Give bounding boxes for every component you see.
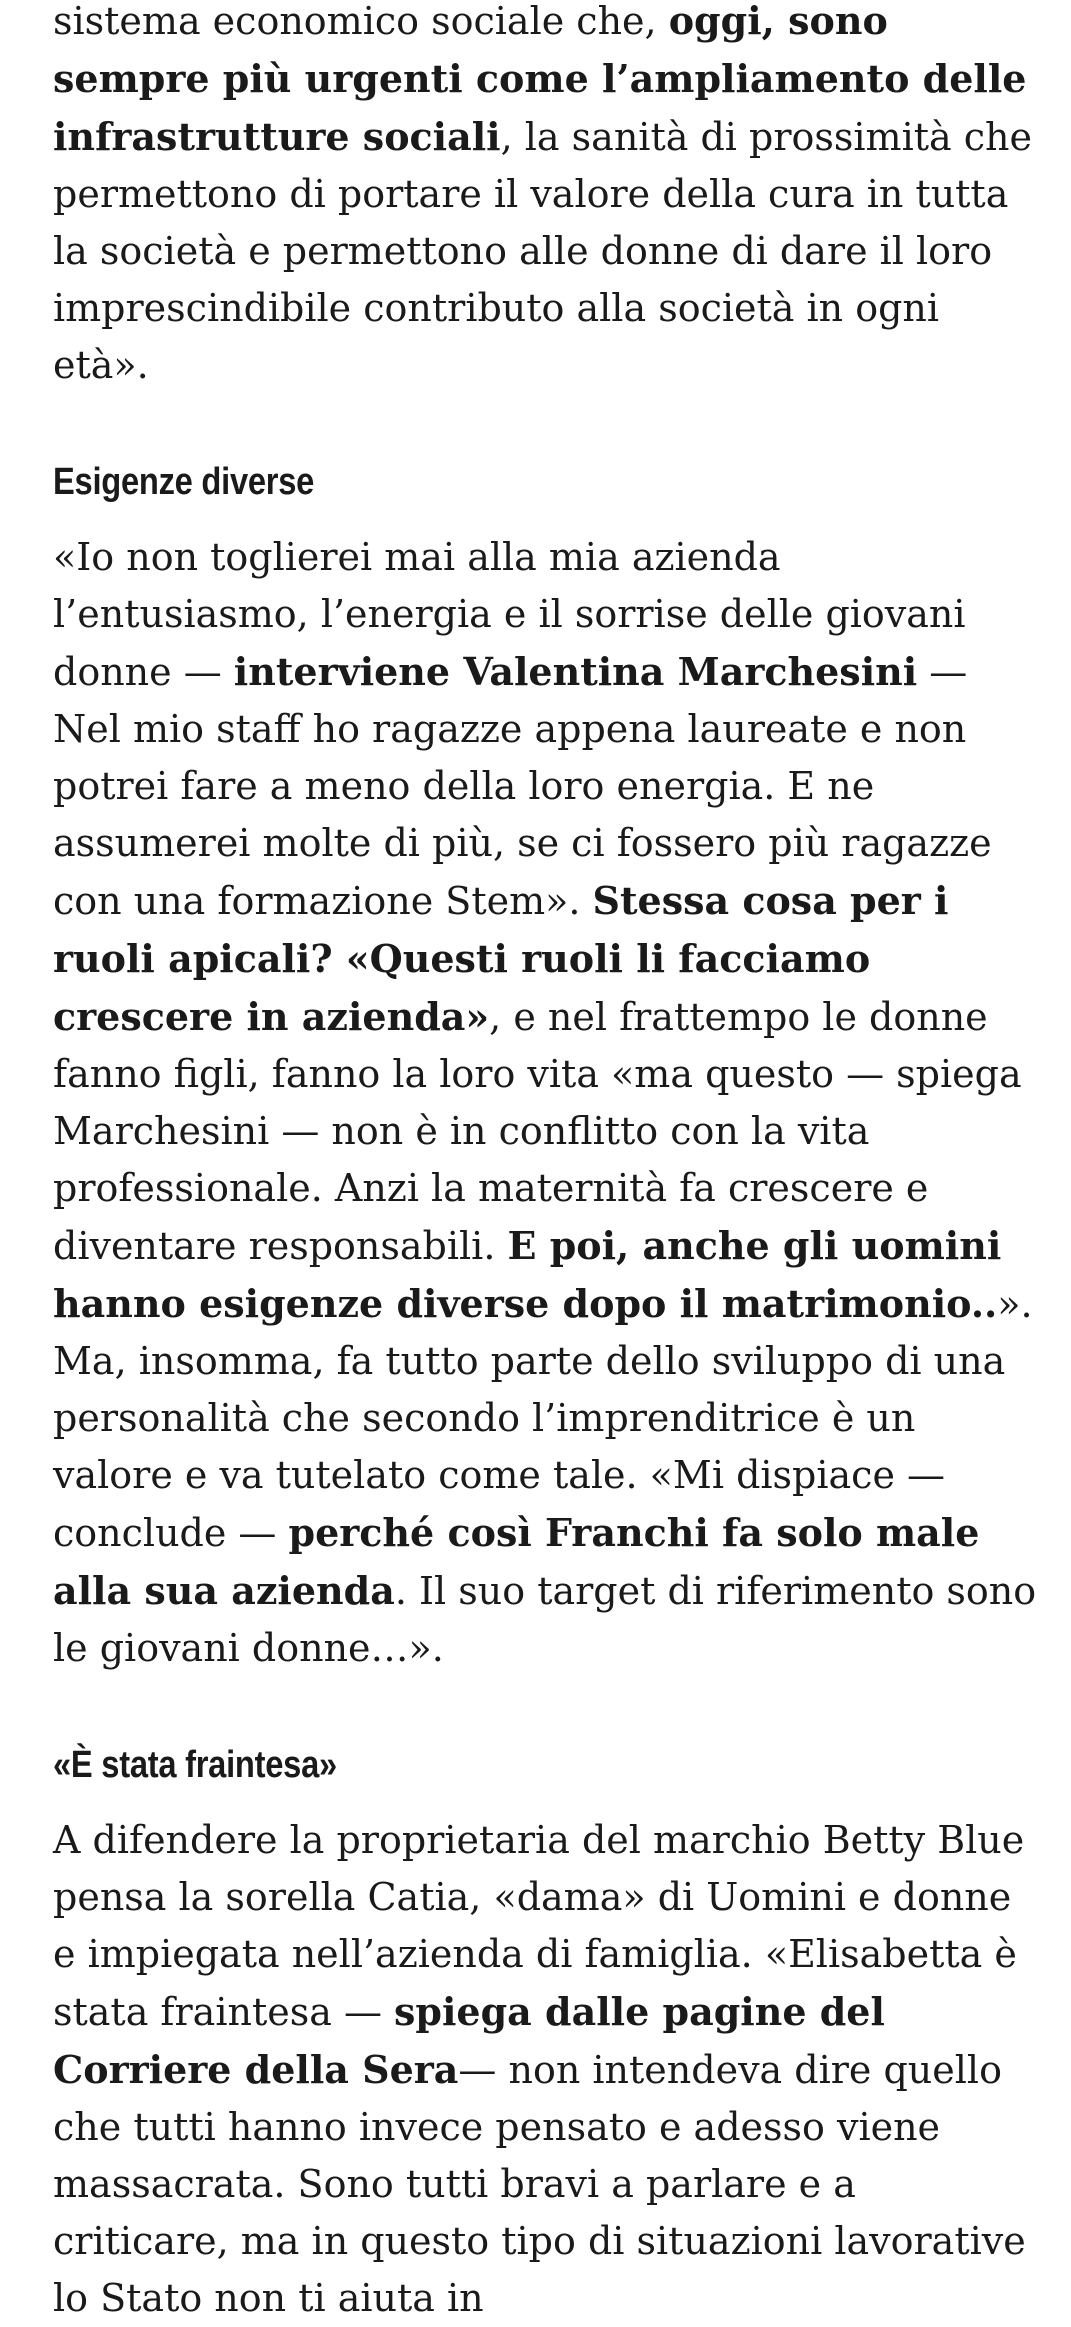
bold-text-run: Stessa cosa per i ruoli apicali? «Questi ruoli li facciamo crescere in azienda» bbox=[53, 878, 949, 1039]
article-paragraph-2 bbox=[53, 529, 1043, 1677]
text-run: — Nel mio staff ho ragazze appena laureate e non potrei fare a meno della loro energia. E ne assumerei molte di più, se ci fossero più ragazze con una formazione Stem». bbox=[53, 650, 992, 923]
bold-text-run: oggi, sono sempre più urgenti come l’ampliamento delle infrastrutture sociali bbox=[53, 0, 1027, 159]
article-body bbox=[53, 0, 1043, 2327]
section-heading-stata-fraintesa: «È stata fraintesa» bbox=[53, 1744, 337, 1786]
text-run: — non intendeva dire quello che tutti hanno invece pensato e adesso viene massacrata. Sono tutti bravi a parlare e a criticare, ma in questo tipo di situazioni lavorative lo Stato non ti aiuta in bbox=[53, 2048, 1026, 2320]
text-run: . Il suo target di riferimento sono le giovani donne…». bbox=[53, 1569, 1037, 1670]
text-run: , e nel frattempo le donne fanno figli, fanno la loro vita «ma questo — spiega Marchesini — non è in conflitto con la vita professionale. Anzi la maternità fa crescere e diventare responsabili. bbox=[53, 995, 1022, 1268]
text-run: A difendere la proprietaria del marchio Betty Blue pensa la sorella Catia, «dama» di Uomini e donne e impiegata nell’azienda di famiglia. «Elisabetta è stata fraintesa — bbox=[53, 1818, 1025, 2034]
text-run: «Io non toglierei mai alla mia azienda l’entusiasmo, l’energia e il sorrise delle giovani donne — bbox=[53, 535, 966, 694]
bold-text-run: interviene Valentina Marchesini bbox=[233, 649, 918, 694]
bold-text-run: E poi, anche gli uomini hanno esigenze diverse dopo il matrimonio.. bbox=[53, 1223, 1002, 1326]
text-run: , la sanità di prossimità che permettono di portare il valore della cura in tutta la società e permettono alle donne di dare il loro imprescindibile contributo alla società in ogni età». bbox=[53, 115, 1032, 387]
bold-text-run: spiega dalle pagine del Corriere della Sera bbox=[53, 1989, 885, 2092]
section-heading-esigenze-diverse: Esigenze diverse bbox=[53, 461, 315, 503]
bold-text-run: perché così Franchi fa solo male alla sua azienda bbox=[53, 1510, 980, 1613]
text-run: ». Ma, insomma, fa tutto parte dello sviluppo di una personalità che secondo l’imprenditrice è un valore e va tutelato come tale. «Mi dispiace — conclude — bbox=[53, 1282, 1033, 1555]
article-paragraph-3 bbox=[53, 1812, 1043, 2327]
text-run: sistema economico sociale che, bbox=[53, 0, 669, 43]
article-paragraph-1 bbox=[53, 0, 1043, 394]
